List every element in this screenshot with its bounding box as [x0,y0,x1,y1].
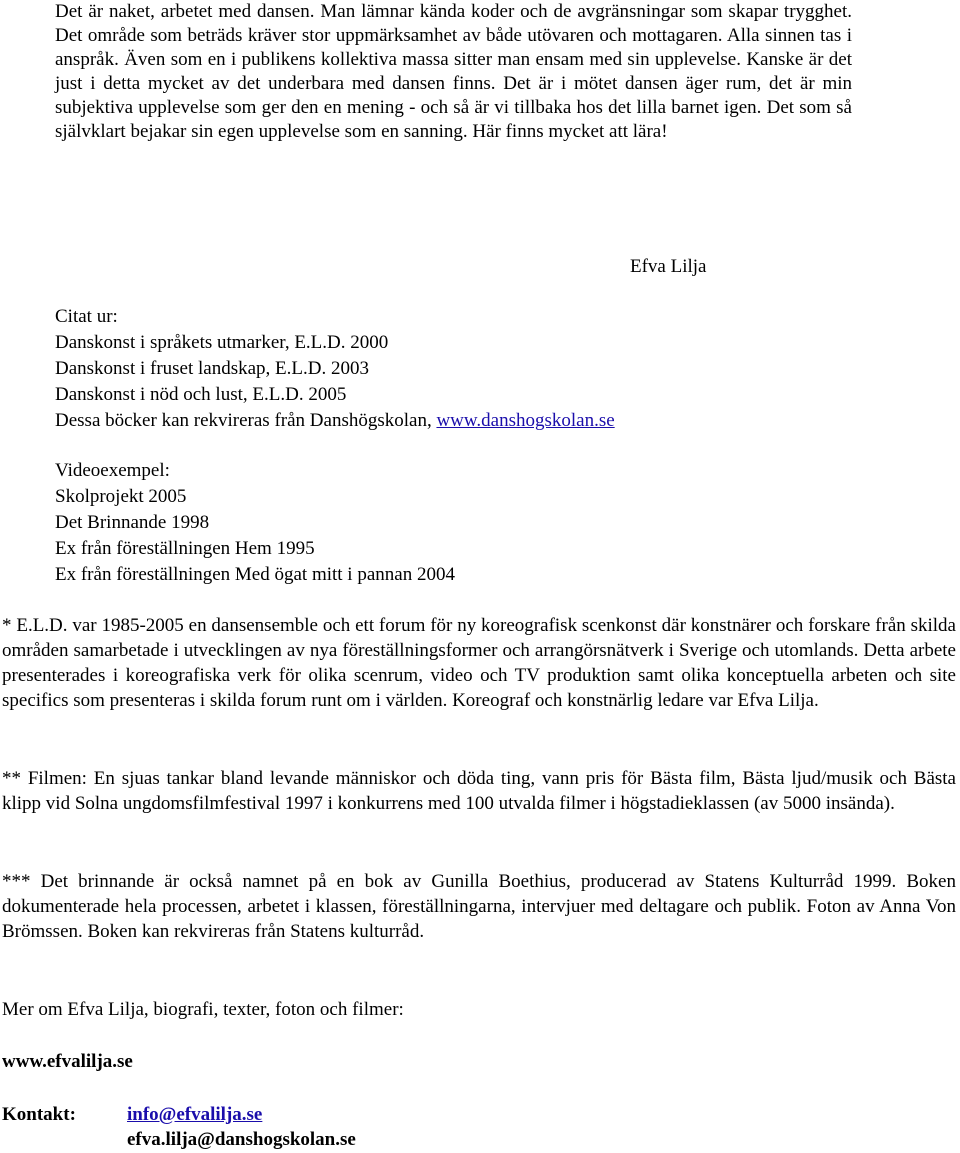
more-info-line: Mer om Efva Lilja, biografi, texter, foton och filmer: [2,999,404,1020]
contact-section [2,1102,356,1150]
essay-paragraph [55,0,852,144]
website-url: www.efvalilja.se [2,1051,133,1072]
footnote-book [2,869,956,944]
danshogskolan-link[interactable]: www.danshogskolan.se [436,410,615,431]
footnote-book-text: *** Det brinnande är också namnet på en bok av Gunilla Boethius, producerad av Statens Kulturråd 1999. Boken dokumenterade hela processen, arbetet i klassen, föreställningarna, intervjuer med deltagare och publik. Foton av Anna Von Brömssen. Boken kan rekvireras från Statens kulturråd. [2,871,956,942]
citation-book-3: Danskonst i nöd och lust, E.L.D. 2005 [55,384,347,405]
video-item-1: Skolprojekt 2005 [55,486,187,507]
video-section [55,458,455,588]
video-heading: Videoexempel: [55,460,170,481]
citation-book-1: Danskonst i språkets utmarker, E.L.D. 2000 [55,332,389,353]
contact-emails [127,1102,356,1152]
citation-section [55,304,615,434]
citation-heading: Citat ur: [55,306,118,327]
footnote-eld-text: * E.L.D. var 1985-2005 en dansensemble och ett forum för ny koreografisk scenkonst där konstnärer och forskare från skilda områden samarbetade i utvecklingen av nya föreställningsformer och arrangörsnätverk i Sverige och utomlands. Detta arbete presenterades i koreografiska verk för olika scenrum, video och TV produktion samt olika konceptuella arbeten och site specifics som presenteras i skilda forum runt om i världen. Koreograf och konstnärlig ledare var Efva Lilja. [2,615,956,711]
video-item-2: Det Brinnande 1998 [55,512,210,533]
essay-text: Det är naket, arbetet med dansen. Man lämnar kända koder och de avgränsningar som skapar trygghet. Det område som beträds kräver stor uppmärksamhet av både utövaren och mottagaren. Alla sinnen tas i anspråk. Även som en i publikens kollektiva massa sitter man ensam med sin upplevelse. Kanske är det just i detta mycket av det underbara med dansen finns. Det är i mötet dansen äger rum, det är min subjektiva upplevelse som ger den en mening - och så är vi tillbaka hos det lilla barnet igen. Det som så självklart bejakar sin egen upplevelse som en sanning. Här finns mycket att lära! [55,1,852,142]
footnote-film-text: ** Filmen: En sjuas tankar bland levande människor och döda ting, vann pris för Bästa film, Bästa ljud/musik och Bästa klipp vid Solna ungdomsfilmfestival 1997 i konkurrens med 100 utvalda filmer i högstadieklassen (av 5000 insända). [2,768,956,814]
email-link-info[interactable]: info@efvalilja.se [127,1104,263,1125]
order-text: Dessa böcker kan rekvireras från Danshögskolan, [55,410,437,431]
email-danshogskolan: efva.lilja@danshogskolan.se [127,1129,356,1150]
contact-label: Kontakt: [2,1104,76,1125]
order-line [55,408,615,434]
footnote-film [2,766,956,816]
author-signature: Efva Lilja [630,256,707,277]
citation-book-2: Danskonst i fruset landskap, E.L.D. 2003 [55,358,369,379]
footnote-eld [2,613,956,713]
video-item-4: Ex från föreställningen Med ögat mitt i pannan 2004 [55,564,455,585]
video-item-3: Ex från föreställningen Hem 1995 [55,538,315,559]
